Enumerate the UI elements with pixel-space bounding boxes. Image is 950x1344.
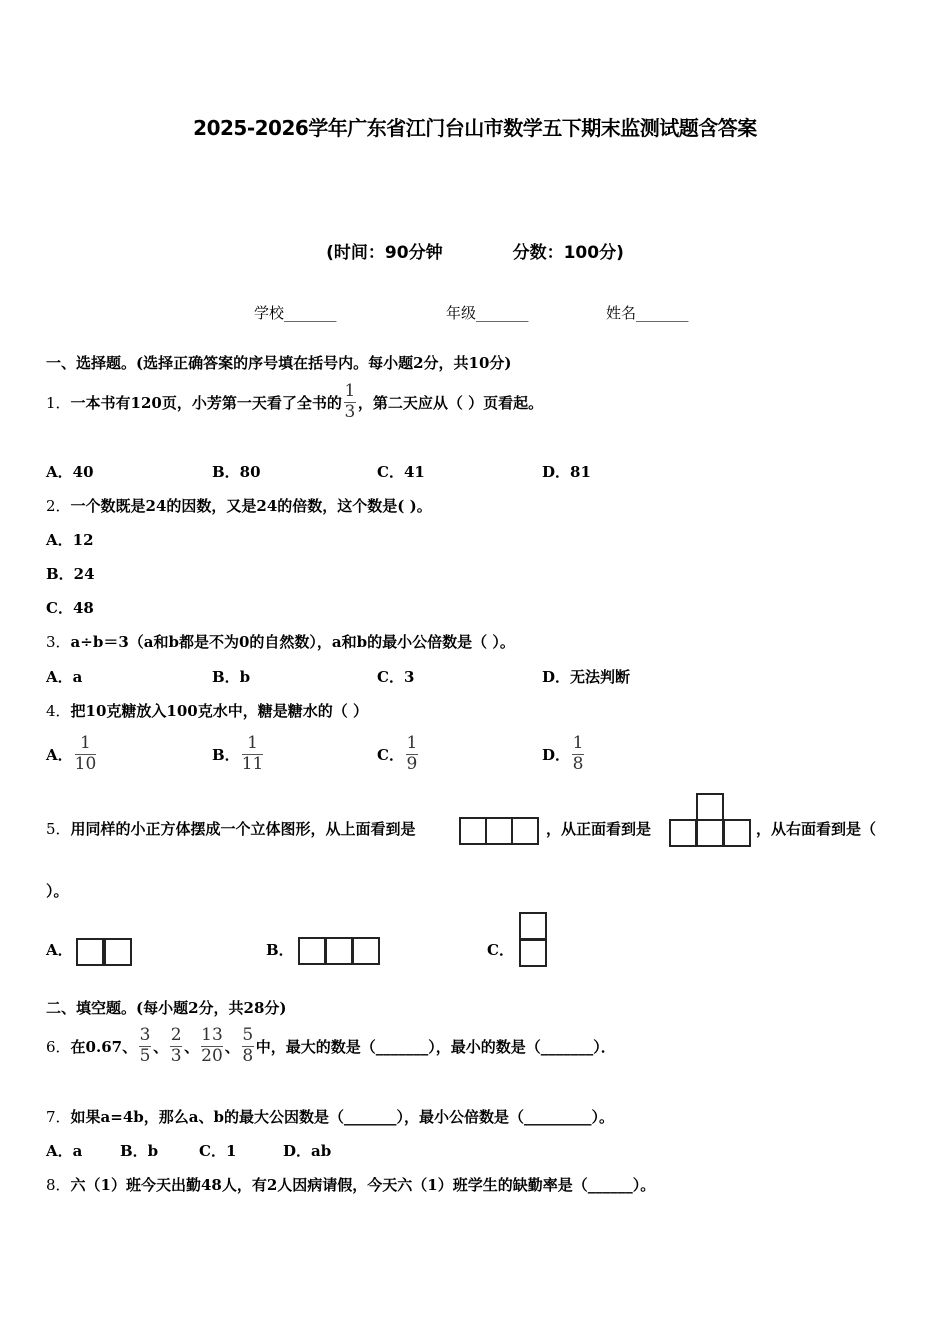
option-a: A．a: [46, 1142, 83, 1160]
question-6: 6． 在0.67、 $\frac{3}{5}$ 、 $\frac{2}{3}$ 、 $\frac{13}{20}$ 、 $\frac{5}{8}$ 中，最大的数是（_______），最小的数是（_______）．: [46, 1024, 616, 1066]
option-c: C．1: [199, 1142, 237, 1160]
option-c: C．: [487, 941, 514, 959]
fraction: $\frac{1}{3}$: [344, 380, 356, 422]
school-field: 学校_______: [254, 304, 337, 322]
option-b: B．b: [120, 1142, 159, 1160]
option-b: B．80: [212, 463, 261, 481]
question-3: 3．a÷b＝3（a和b都是不为0的自然数），a和b的最小公倍数是（ ）。: [46, 633, 515, 651]
question-2: 2．一个数既是24的因数，又是24的倍数，这个数是( )。: [46, 497, 432, 515]
question-8: 8．六（1）班今天出勤48人，有2人因病请假，今天六（1）班学生的缺勤率是（______）。: [46, 1176, 656, 1194]
option-a: A．: [46, 941, 73, 959]
option-c: C．48: [46, 599, 94, 617]
fraction: $\frac{13}{20}$: [201, 1024, 223, 1066]
exam-meta: [0, 238, 950, 263]
fraction: $\frac{5}{8}$: [242, 1024, 254, 1066]
option-c: C． $\frac{1}{9}$: [377, 732, 418, 774]
option-b: B．b: [212, 668, 251, 686]
question-4: 4．把10克糖放入100克水中，糖是糖水的（ ）: [46, 702, 368, 720]
fraction: $\frac{3}{5}$: [139, 1024, 151, 1066]
fraction: $\frac{1}{8}$: [572, 732, 584, 774]
option-a: A．a: [46, 668, 83, 686]
option-a: A． $\frac{1}{10}$: [46, 732, 97, 774]
option-d: D．81: [542, 463, 591, 481]
question-5-part4: ）。: [46, 882, 69, 900]
option-a: A．40: [46, 463, 94, 481]
option-d: D．无法判断: [542, 668, 631, 686]
option-b: B．: [266, 941, 294, 959]
exam-score: 分数：100分): [512, 243, 624, 263]
exam-time: (时间：90分钟: [326, 243, 443, 263]
question-5-part1: 5．用同样的小正方体摆成一个立体图形，从上面看到是: [46, 820, 416, 838]
question-text: 一本书有120页，小芳第一天看了全书的: [70, 393, 342, 412]
option-b: B． $\frac{1}{11}$: [212, 732, 264, 774]
page-title: 2025-2026学年广东省江门台山市数学五下期末监测试题含答案: [193, 116, 757, 140]
section-fill-header: 二、填空题。(每小题2分，共28分): [46, 999, 287, 1017]
fraction: $\frac{1}{10}$: [74, 732, 97, 774]
option-c: C．3: [377, 668, 415, 686]
fraction: $\frac{1}{11}$: [241, 732, 264, 774]
fraction: $\frac{1}{9}$: [406, 732, 418, 774]
question-5-part2: ，从正面看到是: [546, 820, 652, 838]
section-choice-header: 一、选择题。(选择正确答案的序号填在括号内。每小题2分，共10分): [46, 354, 512, 372]
option-c: C．41: [377, 463, 425, 481]
question-5-part3: ，从右面看到是（: [756, 820, 877, 838]
name-field: 姓名_______: [606, 304, 689, 322]
question-7: 7．如果a=4b，那么a、b的最大公因数是（_______），最小公倍数是（_________）。: [46, 1108, 614, 1126]
grade-field: 年级_______: [446, 304, 529, 322]
option-d: D． $\frac{1}{8}$: [542, 732, 584, 774]
option-d: D．ab: [283, 1142, 332, 1160]
option-a: A．12: [46, 531, 94, 549]
option-b: B．24: [46, 565, 95, 583]
question-text-end: ，第二天应从（ ）页看起。: [357, 393, 544, 412]
question-1: [46, 378, 543, 426]
question-number: 1．: [46, 393, 71, 412]
fraction: $\frac{2}{3}$: [170, 1024, 182, 1066]
